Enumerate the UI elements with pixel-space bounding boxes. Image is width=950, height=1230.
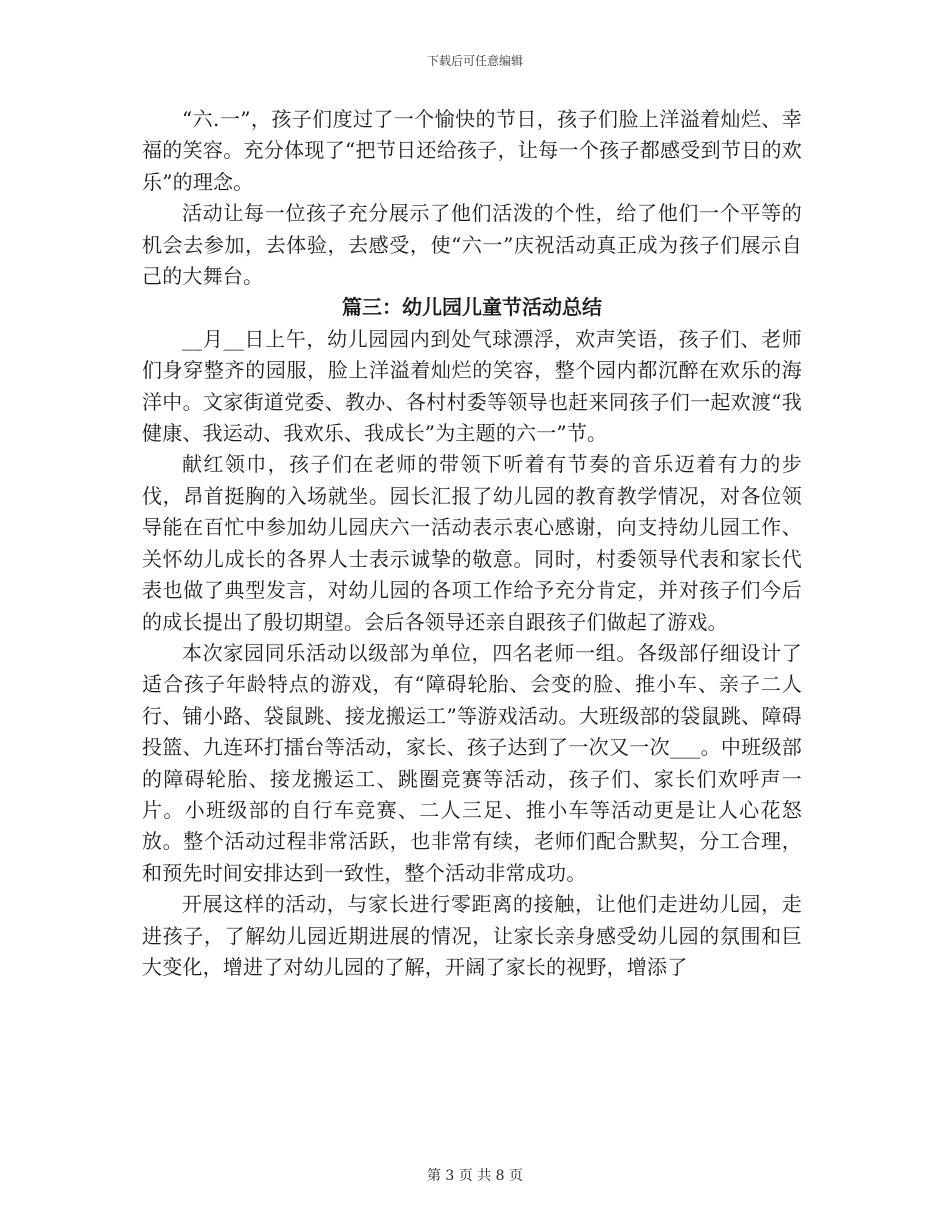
paragraph-parent-engagement: 开展这样的活动，与家长进行零距离的接触，让他们走进幼儿园，走进孩子，了解幼儿园近期进展的情况，让家长亲身感受幼儿园的氛围和巨大变化，增进了对幼儿园的了解，开阔了家长的视野，增添了 xyxy=(142,892,802,979)
paragraph-morning-celebration: __月__日上午，幼儿园园内到处气球漂浮，欢声笑语，孩子们、老师们身穿整齐的园服，脸上洋溢着灿烂的笑容，整个园内都沉醉在欢乐的海洋中。文家街道党委、教办、各村村委等领导也赶来同孩子们一起欢渡“我健康、我运动、我欢乐、我成长”为主题的六一”节。 xyxy=(142,326,802,446)
paragraph-ceremony: 献红领巾，孩子们在老师的带领下听着有节奏的音乐迈着有力的步伐，昂首挺胸的入场就坐。园长汇报了幼儿园的教育教学情况，对各位领导能在百忙中参加幼儿园庆六一活动表示衷心感谢，向支持幼儿园工作、关怀幼儿成长的各界人士表示诚挚的敬意。同时，村委领导代表和家长代表也做了典型发言，对幼儿园的各项工作给予充分肯定，并对孩子们今后的成长提出了殷切期望。会后各领导还亲自跟孩子们做起了游戏。 xyxy=(142,452,802,634)
paragraph-stage-for-children: 活动让每一位孩子充分展示了他们活泼的个性，给了他们一个平等的机会去参加，去体验，去感受，使“六一”庆祝活动真正成为孩子们展示自己的大舞台。 xyxy=(142,201,802,289)
section-title: 篇三：幼儿园儿童节活动总结 xyxy=(342,295,602,320)
document-body xyxy=(142,104,802,983)
page-header-note: 下载后可任意编辑 xyxy=(426,54,523,68)
page-number: 第 3 页 共 8 页 xyxy=(426,1168,524,1184)
paragraph-games: 本次家园同乐活动以级部为单位，四名老师一组。各级部仔细设计了适合孩子年龄特点的游戏，有“障碍轮胎、会变的脸、推小车、亲子二人行、铺小路、袋鼠跳、接龙搬运工”等游戏活动。大班级部的袋鼠跳、障碍投篮、九连环打擂台等活动，家长、孩子达到了一次又一次___。中班级部的障碍轮胎、接龙搬运工、跳圈竞赛等活动，孩子们、家长们欢呼声一片。小班级部的自行车竞赛、二人三足、推小车等活动更是让人心花怒放。整个活动过程非常活跃，也非常有续，老师们配合默契，分工合理，和预先时间安排达到一致性，整个活动非常成功。 xyxy=(142,640,802,885)
paragraph-holiday-smiles: “六.一”，孩子们度过了一个愉快的节日，孩子们脸上洋溢着灿烂、幸福的笑容。充分体现了“把节日还给孩子，让每一个孩子都感受到节日的欢乐”的理念。 xyxy=(142,107,802,194)
